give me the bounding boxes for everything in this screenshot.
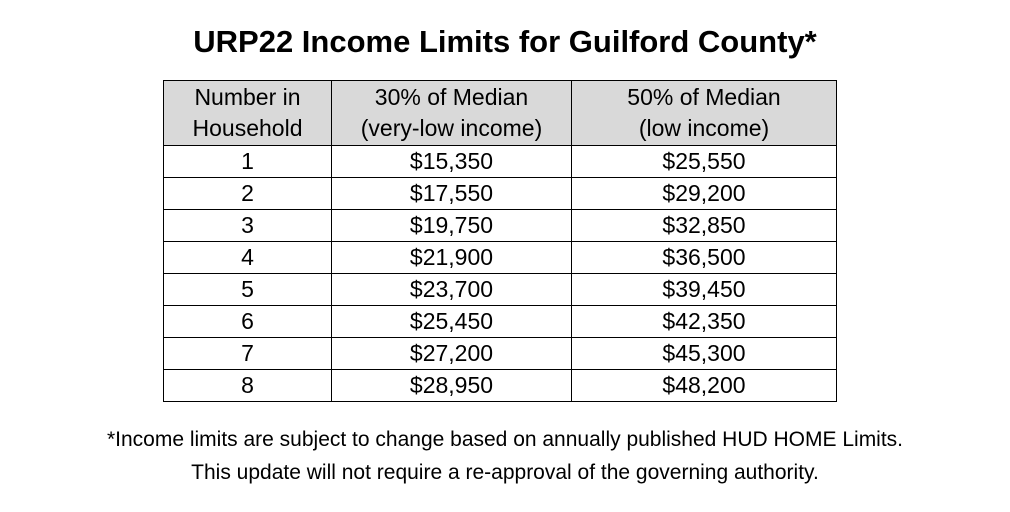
- very-low-income-limit-cell: $21,900: [332, 242, 572, 274]
- very-low-income-limit-cell: $15,350: [332, 146, 572, 178]
- header-30-percent-median: [332, 81, 572, 146]
- very-low-income-limit-cell: $27,200: [332, 338, 572, 370]
- header-line: 50% of Median: [627, 84, 781, 110]
- low-income-limit-cell: $39,450: [572, 274, 837, 306]
- header-line: 30% of Median: [374, 84, 529, 110]
- household-size-cell: 1: [164, 146, 332, 178]
- table-row: [164, 242, 837, 274]
- footnote: [0, 423, 1010, 489]
- very-low-income-limit-cell: $25,450: [332, 306, 572, 338]
- table-body: [164, 146, 837, 402]
- household-size-cell: 4: [164, 242, 332, 274]
- low-income-limit-cell: $45,300: [572, 338, 837, 370]
- low-income-limit-cell: $25,550: [572, 146, 837, 178]
- very-low-income-limit-cell: $17,550: [332, 178, 572, 210]
- table-row: [164, 210, 837, 242]
- household-size-cell: 7: [164, 338, 332, 370]
- income-limits-table: [163, 80, 837, 402]
- header-line: (very-low income): [360, 115, 543, 141]
- footnote-line: *Income limits are subject to change based on annually published HUD HOME Limits.: [106, 428, 904, 451]
- table-row: [164, 338, 837, 370]
- header-line: Household: [192, 115, 303, 141]
- header-household-size: [164, 81, 332, 146]
- page-title: URP22 Income Limits for Guilford County*: [193, 24, 817, 59]
- header-50-percent-median: [572, 81, 837, 146]
- table-header-row: [164, 81, 837, 146]
- table-row: [164, 306, 837, 338]
- household-size-cell: 8: [164, 370, 332, 402]
- footnote-line: This update will not require a re-approval of the governing authority.: [191, 461, 819, 484]
- very-low-income-limit-cell: $23,700: [332, 274, 572, 306]
- low-income-limit-cell: $48,200: [572, 370, 837, 402]
- low-income-limit-cell: $32,850: [572, 210, 837, 242]
- very-low-income-limit-cell: $19,750: [332, 210, 572, 242]
- household-size-cell: 6: [164, 306, 332, 338]
- table-row: [164, 178, 837, 210]
- very-low-income-limit-cell: $28,950: [332, 370, 572, 402]
- header-line: (low income): [638, 115, 770, 141]
- table-row: [164, 274, 837, 306]
- household-size-cell: 5: [164, 274, 332, 306]
- low-income-limit-cell: $36,500: [572, 242, 837, 274]
- table-row: [164, 370, 837, 402]
- household-size-cell: 3: [164, 210, 332, 242]
- household-size-cell: 2: [164, 178, 332, 210]
- low-income-limit-cell: $29,200: [572, 178, 837, 210]
- table-row: [164, 146, 837, 178]
- low-income-limit-cell: $42,350: [572, 306, 837, 338]
- header-line: Number in: [194, 84, 301, 110]
